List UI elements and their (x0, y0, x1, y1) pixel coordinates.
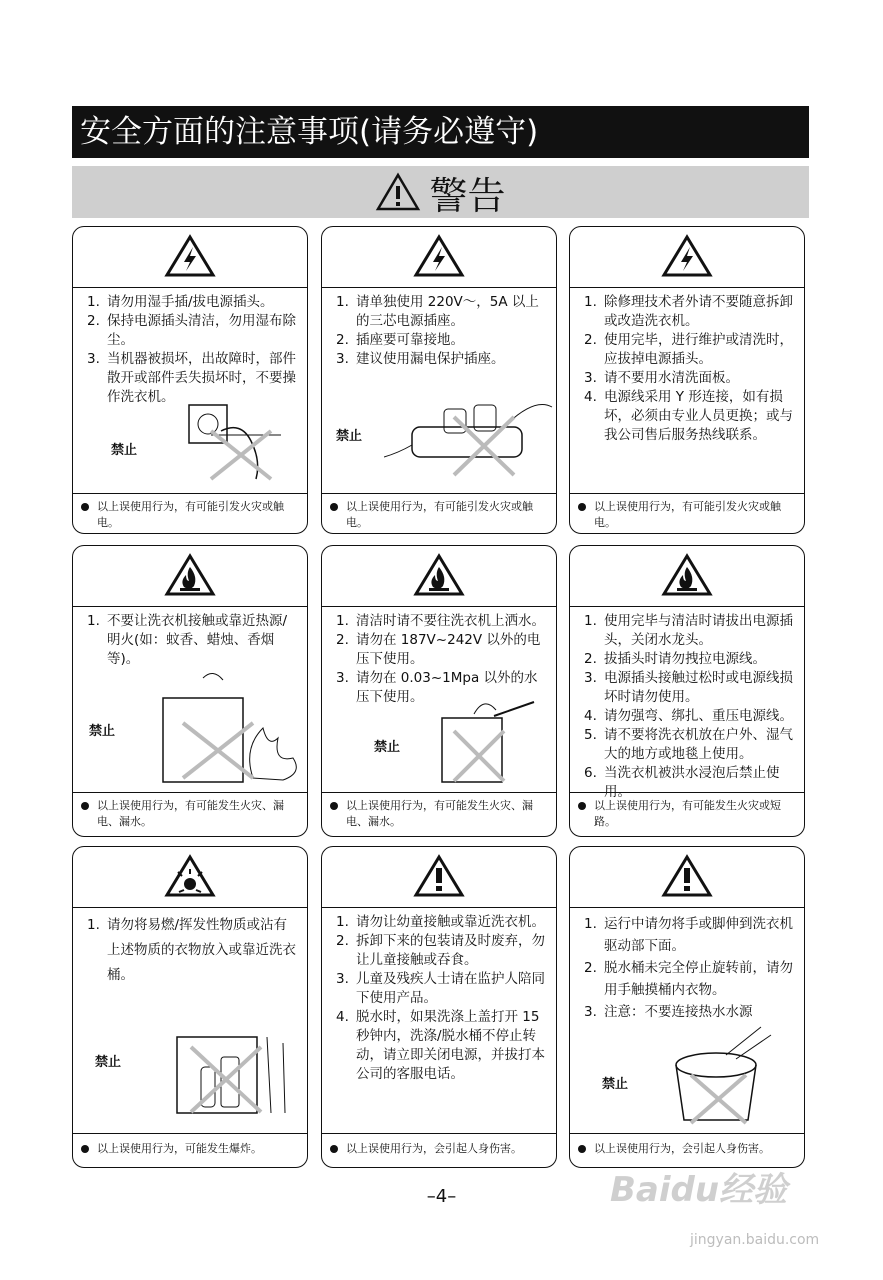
wet-hand-plug-illustration (181, 401, 281, 481)
forbid-label: 禁止 (89, 724, 116, 739)
list-item: 2. 插座要可靠接地。 (336, 332, 464, 348)
list-item: 1. 不要让洗衣机接触或靠近热源/明火(如：蚊香、蜡烛、香烟等)。 (87, 613, 288, 667)
forbid-label: 禁止 (602, 1077, 629, 1092)
list-item: 2. 使用完毕，进行维护或清洗时，应拔掉电源插头。 (584, 332, 793, 367)
fire-icon (661, 553, 713, 597)
safety-card-3 (569, 226, 805, 534)
safety-card-1 (72, 226, 308, 534)
list-item: 3. 请不要用水清洗面板。 (584, 370, 739, 386)
list-item: 2. 拆卸下来的包装请及时废弃，勿让儿童接触或吞食。 (336, 933, 545, 968)
list-item: 3. 电源插头接触过松时或电源线损坏时请勿使用。 (584, 670, 793, 705)
page-number: –4– (426, 1186, 457, 1207)
warning-note: 以上误使用行为，有可能引发火灾或触电。 (578, 499, 798, 531)
safety-card-9 (569, 846, 805, 1168)
warning-note: 以上误使用行为，有可能引发火灾或触电。 (81, 499, 301, 531)
list-item: 3. 建议使用漏电保护插座。 (336, 351, 505, 367)
list-item: 3. 请勿在 0.03~1Mpa 以外的水压下使用。 (336, 670, 538, 705)
list-item: 1. 运行中请勿将手或脚伸到洗衣机驱动部下面。 (584, 916, 793, 954)
forbid-label: 禁止 (95, 1055, 122, 1070)
list-item: 4. 脱水时，如果洗涤上盖打开 15 秒钟内，洗涤/脱水桶不停止转动，请立即关闭电源，并拔打本公司的客服电话。 (336, 1009, 545, 1082)
list-item: 3. 当机器被损坏，出故障时，部件散开或部件丢失损坏时，不要操作洗衣机。 (87, 351, 296, 405)
list-item: 2. 脱水桶未完全停止旋转前，请勿用手触摸桶内衣物。 (584, 960, 793, 998)
warning-note: 以上误使用行为，有可能发生火灾、漏电、漏水。 (81, 798, 301, 830)
list-item: 6. 当洗衣机被洪水浸泡后禁止使用。 (584, 765, 780, 800)
warning-note: 以上误使用行为，会引起人身伤害。 (578, 1141, 798, 1157)
warning-label: 警告 (429, 173, 506, 218)
page-title: 安全方面的注意事项(请务必遵守) (72, 106, 809, 158)
list-item: 1. 请勿让幼童接触或靠近洗衣机。 (336, 914, 545, 930)
safety-card-7 (72, 846, 308, 1168)
washer-near-fire-illustration (153, 668, 303, 784)
warning-triangle-icon (375, 172, 421, 212)
list-item: 2. 拔插头时请勿拽拉电源线。 (584, 651, 766, 667)
spinning-tub-hand-illustration (666, 1025, 776, 1125)
power-strip-illustration (384, 387, 554, 477)
list-item: 2. 保持电源插头清洁，勿用湿布除尘。 (87, 313, 296, 348)
warning-note: 以上误使用行为，有可能引发火灾或触电。 (330, 499, 550, 531)
electric-shock-icon (413, 234, 465, 278)
electric-shock-icon (661, 234, 713, 278)
volatile-substance-illustration (171, 997, 301, 1117)
forbid-label: 禁止 (374, 740, 401, 755)
warning-note: 以上误使用行为，会引起人身伤害。 (330, 1141, 550, 1157)
safety-card-6 (569, 545, 805, 837)
list-item: 1. 请勿将易燃/挥发性物质或沾有上述物质的衣物放入或靠近洗衣桶。 (87, 917, 296, 983)
list-item: 1. 除修理技术者外请不要随意拆卸或改造洗衣机。 (584, 294, 793, 329)
warning-banner (72, 166, 809, 218)
warning-note: 以上误使用行为，有可能发生火灾或短路。 (578, 798, 798, 830)
warning-note: 以上误使用行为，可能发生爆炸。 (81, 1141, 301, 1157)
washer-water-spray-illustration (434, 696, 544, 786)
list-item: 3. 注意：不要连接热水水源 (584, 1004, 753, 1020)
forbid-label: 禁止 (111, 443, 138, 458)
list-item: 4. 请勿强弯、绑扎、重压电源线。 (584, 708, 793, 724)
safety-card-4 (72, 545, 308, 837)
explosion-icon (164, 854, 216, 898)
list-item: 2. 请勿在 187V~242V 以外的电压下使用。 (336, 632, 541, 667)
list-item: 3. 儿童及残疾人士请在监护人陪同下使用产品。 (336, 971, 545, 1006)
exclamation-icon (661, 854, 713, 898)
list-item: 1. 清洁时请不要往洗衣机上洒水。 (336, 613, 545, 629)
fire-icon (413, 553, 465, 597)
warning-note: 以上误使用行为，有可能发生火灾、漏电、漏水。 (330, 798, 550, 830)
exclamation-icon (413, 854, 465, 898)
list-item: 5. 请不要将洗衣机放在户外、湿气大的地方或地毯上使用。 (584, 727, 793, 762)
electric-shock-icon (164, 234, 216, 278)
fire-icon (164, 553, 216, 597)
list-item: 1. 请勿用湿手插/拔电源插头。 (87, 294, 274, 310)
list-item: 4. 电源线采用 Y 形连接，如有损坏，必须由专业人员更换；或与我公司售后服务热线联系。 (584, 389, 793, 443)
safety-card-2 (321, 226, 557, 534)
safety-card-5 (321, 545, 557, 837)
list-item: 1. 使用完毕与清洁时请拔出电源插头，关闭水龙头。 (584, 613, 793, 648)
watermark-url: jingyan.baidu.com (690, 1232, 820, 1248)
forbid-label: 禁止 (336, 429, 363, 444)
list-item: 1. 请单独使用 220V～，5A 以上的三芯电源插座。 (336, 294, 539, 329)
safety-card-8 (321, 846, 557, 1168)
watermark-brand: Baidu经验 (610, 1170, 788, 1210)
